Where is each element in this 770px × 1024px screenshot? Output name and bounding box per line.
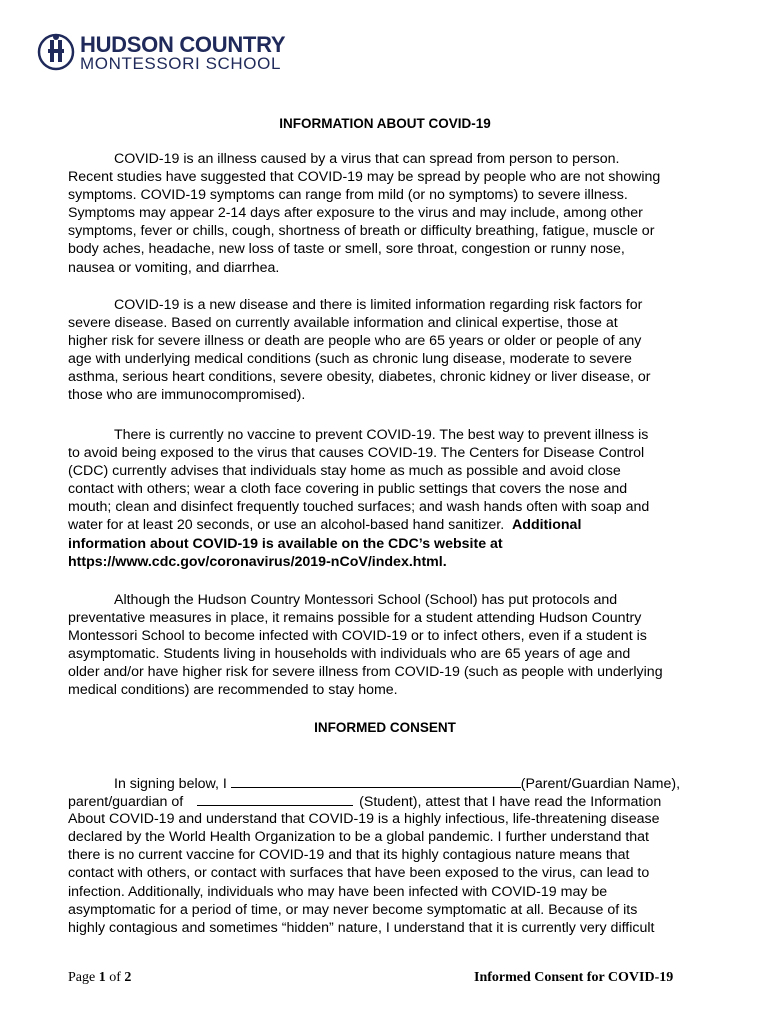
text-line-part: In signing below, I — [114, 776, 231, 792]
text-line: asymptomatic for a period of time, or may never become symptomatic at all. Because of its — [68, 901, 638, 918]
text-line: symptoms. COVID-19 symptoms can range from mild (or no symptoms) to severe illness. — [68, 187, 628, 204]
text-line: preventative measures in place, it remains possible for a student attending Hudson Country — [68, 610, 642, 627]
page-number — [68, 970, 131, 986]
logo-line-2: MONTESSORI SCHOOL — [80, 54, 282, 73]
text-line: Montessori School to become infected with COVID-19 or to infect others, even if a student is — [68, 628, 647, 645]
text-line: mouth; clean and disinfect frequently touched surfaces; and wash hands often with soap and — [68, 499, 650, 516]
school-logo — [36, 30, 296, 74]
text-line: contact with others, or contact with surfaces that have been exposed to the virus, can lead to — [68, 865, 650, 882]
text-line-part: (Student), attest that I have read the Information — [359, 794, 662, 811]
text-line: highly contagious and sometimes “hidden” nature, I understand that it is currently very difficult — [68, 919, 655, 936]
text-line: asthma, serious heart conditions, severe obesity, diabetes, chronic kidney or liver disease, or — [68, 369, 651, 386]
text-line: Symptoms may appear 2-14 days after exposure to the virus and may include, among other — [68, 205, 643, 222]
text-line: older and/or have higher risk for severe illness from COVID-19 (such as people with underlying — [68, 664, 663, 681]
heading-information: INFORMATION ABOUT COVID-19 — [279, 116, 491, 131]
page-word: Page — [68, 970, 96, 985]
text-line — [68, 792, 708, 810]
text-line: Recent studies have suggested that COVID-19 may be spread by people who are not showing — [68, 169, 661, 186]
cdc-link[interactable]: https://www.cdc.gov/coronavirus/2019-nCoV/index.html. — [68, 553, 447, 570]
heading-informed-consent: INFORMED CONSENT — [314, 720, 456, 735]
text-line: information about COVID-19 is available on the CDC’s website at — [68, 535, 503, 552]
text-line: body aches, headache, new loss of taste or smell, sore throat, congestion or runny nose, — [68, 241, 625, 258]
page-current: 1 — [98, 970, 106, 985]
paragraph-covid-overview — [68, 150, 708, 277]
paragraph-prevention — [68, 426, 708, 571]
text-line: symptoms, fever or chills, cough, shortness of breath or difficulty breathing, fatigue, muscle or — [68, 223, 655, 240]
text-line: contact with others; wear a cloth face covering in public settings that covers the nose and — [68, 481, 628, 498]
text-line: those who are immunocompromised). — [68, 387, 306, 404]
footer-title: Informed Consent for COVID-19 — [474, 970, 674, 985]
text-line: declared by the World Health Organization to be a global pandemic. I further understand that — [68, 829, 649, 846]
text-line: there is no current vaccine for COVID-19 and that its highly contagious nature means that — [68, 847, 630, 864]
text-line: There is currently no vaccine to prevent COVID-19. The best way to prevent illness is — [114, 427, 649, 443]
student-name-field[interactable] — [197, 792, 353, 806]
text-line-part: (Parent/Guardian Name), — [520, 776, 681, 792]
text-line — [68, 774, 708, 792]
text-line: age with underlying medical conditions (such as chronic lung disease, moderate to severe — [68, 351, 632, 368]
school-crest-icon — [36, 30, 76, 74]
text-line: higher risk for severe illness or death are people who are 65 years or older or people of any — [68, 333, 642, 350]
text-line: (CDC) currently advises that individuals stay home as much as possible and avoid close — [68, 463, 621, 480]
text-line: asymptomatic. Students living in households with individuals who are 65 years of age and — [68, 646, 631, 663]
parent-name-field[interactable] — [231, 774, 521, 788]
text-line: About COVID-19 and understand that COVID-19 is a highly infectious, life-threatening disease — [68, 811, 660, 828]
paragraph-risk-factors — [68, 296, 708, 405]
text-bold: Additional — [512, 517, 582, 534]
text-line: infection. Additionally, individuals who may have been infected with COVID-19 may be — [68, 883, 608, 900]
logo-line-1: HUDSON COUNTRY — [80, 32, 286, 57]
text-line-part: parent/guardian of — [68, 794, 184, 811]
of-word: of — [109, 970, 121, 985]
text-line: COVID-19 is an illness caused by a virus that can spread from person to person. — [114, 151, 620, 167]
text-line: nausea or vomiting, and diarrhea. — [68, 259, 280, 276]
text-line: to avoid being exposed to the virus that causes COVID-19. The Centers for Disease Control — [68, 445, 645, 462]
text-line: Although the Hudson Country Montessori School (School) has put protocols and — [114, 592, 618, 608]
text-line: severe disease. Based on currently available information and clinical expertise, those at — [68, 315, 618, 332]
page-total: 2 — [124, 970, 132, 985]
paragraph-consent — [68, 774, 708, 937]
text-line-part: water for at least 20 seconds, or use an alcohol-based hand sanitizer. — [68, 517, 513, 534]
text-line: medical conditions) are recommended to stay home. — [68, 682, 398, 699]
text-line: COVID-19 is a new disease and there is limited information regarding risk factors for — [114, 297, 643, 313]
paragraph-school-protocols — [68, 591, 708, 700]
text-line — [68, 516, 708, 534]
